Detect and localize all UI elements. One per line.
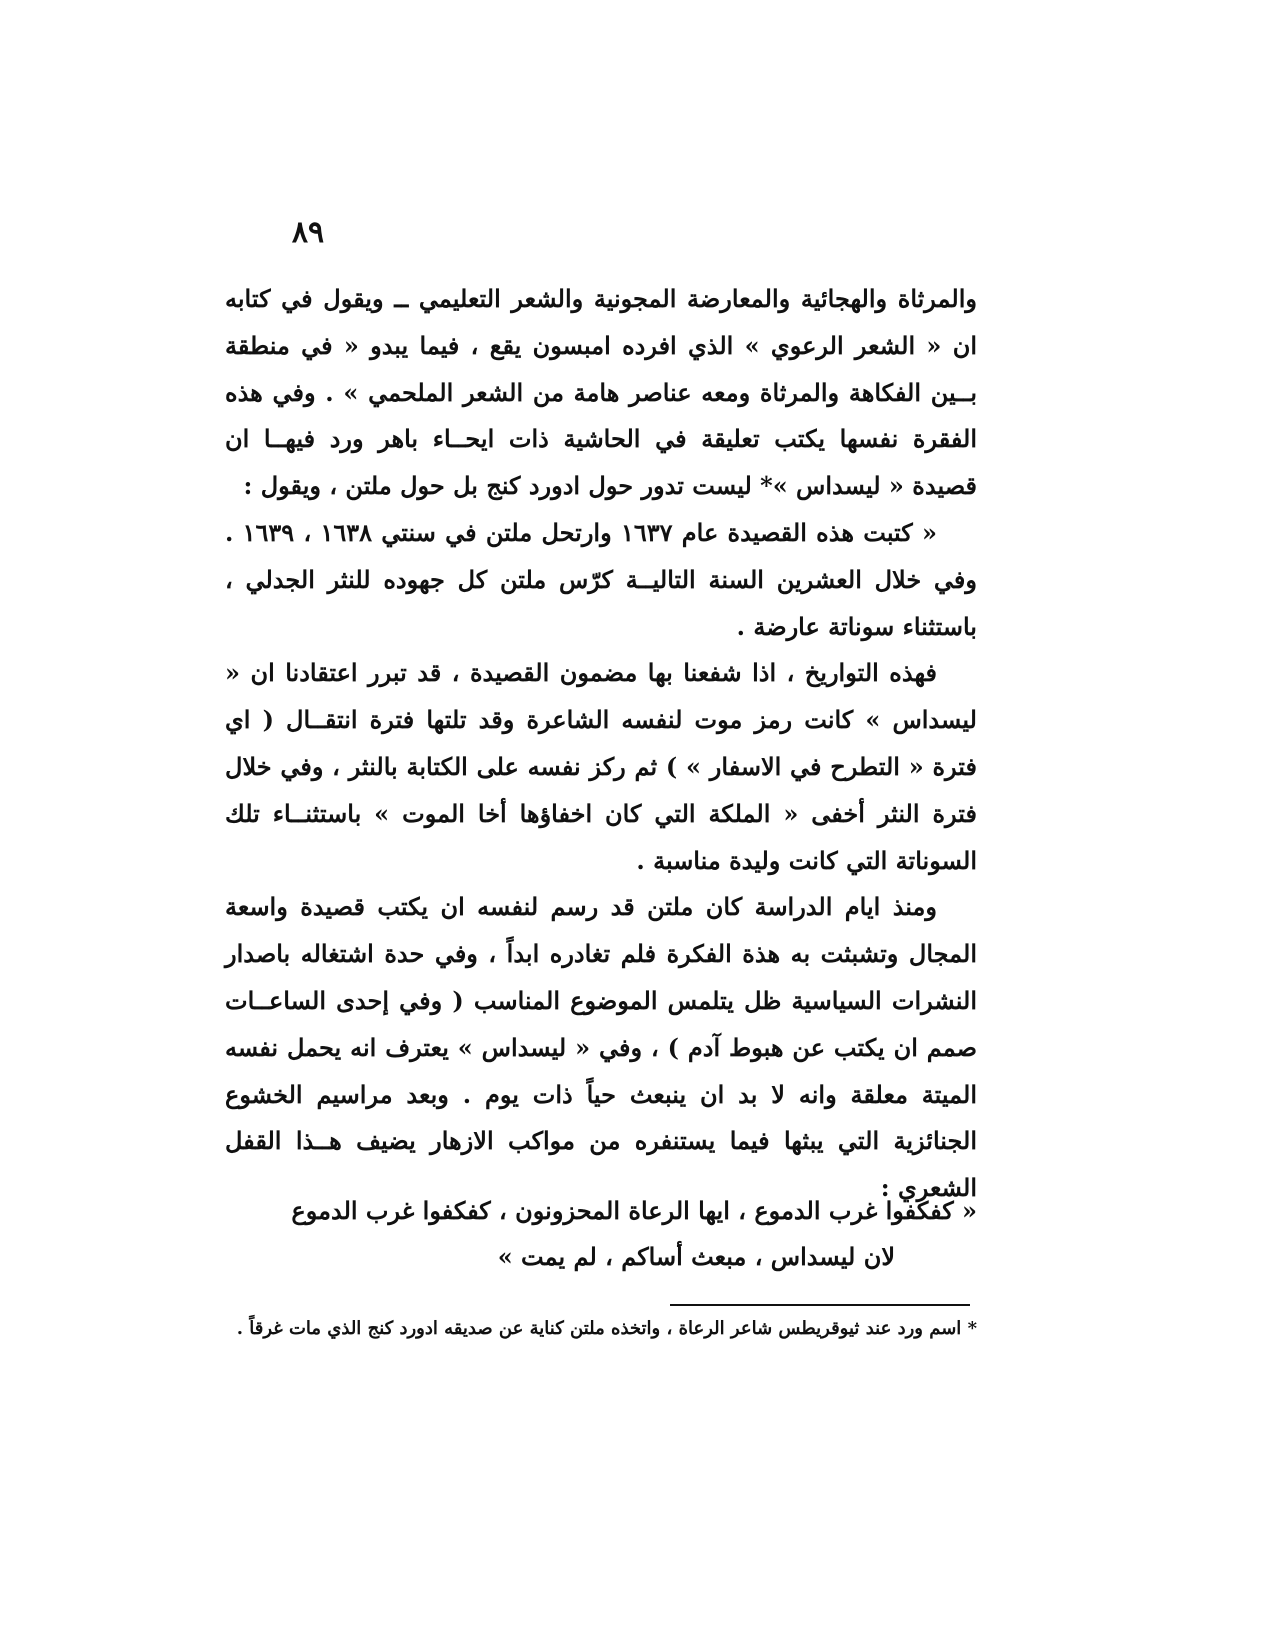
paragraph-4: ومنذ ايام الدراسة كان ملتن قد رسم لنفسه ان يكتب قصيدة واسعة المجال وتشبثت به هذة الفكرة فلم تغادره ابداً ، وفي حدة اشتغاله باصدار النشرات السياسية ظل يتلمس الموضوع المناسب ( وفي إحدى الساعــات صمم ان يكتب عن هبوط آدم ) ، وفي « ليسداس » يعترف انه يحمل نفسه الميتة معلقة وانه لا بد ان ينبعث حياً ذات يوم . وبعد مراسيم الخشوع الجنائزية التي يبثها فيما يستنفره من مواكب الازهار يضيف هــذا القفل الشعري :: [225, 892, 977, 1203]
footnote-divider: [670, 1304, 970, 1306]
paragraph-3: فهذه التواريخ ، اذا شفعنا بها مضمون القصيدة ، قد تبرر اعتقادنا ان « ليسداس » كانت رمز موت لنفسه الشاعرة وقد تلتها فترة انتقــال ( اي فترة « التطرح في الاسفار » ) ثم ركز نفسه على الكتابة بالنثر ، وفي خلال فترة النثر أخفى « الملكة التي كان اخفاؤها أخا الموت » باستثنــاء تلك السوناتة التي كانت وليدة مناسبة .: [225, 658, 977, 875]
verse-line-1: « كفكفوا غرب الدموع ، ايها الرعاة المحزونون ، كفكفوا غرب الدموع: [291, 1196, 977, 1225]
paragraph-2-quote: « كتبت هذه القصيدة عام ١٦٣٧ وارتحل ملتن في سنتي ١٦٣٨ ، ١٦٣٩ . وفي خلال العشرين السنة التاليــة كرّس ملتن كل جهوده للنثر الجدلي ، باستثناء سوناتة عارضة .: [225, 517, 977, 641]
page-number: ٨٩: [291, 215, 325, 250]
footnote: * اسم ورد عند ثيوقريطس شاعر الرعاة ، واتخذه ملتن كناية عن صديقه ادورد كنج الذي مات غرقاً .: [236, 1318, 977, 1339]
body-text: [225, 276, 977, 1212]
verse-line-2: لان ليسداس ، مبعث أساكم ، لم يمت »: [497, 1242, 895, 1271]
verse-block: [225, 1188, 977, 1280]
paragraph-1: والمرثاة والهجائية والمعارضة المجونية والشعر التعليمي ــ ويقول في كتابه ان « الشعر الرعوي » الذي افرده امبسون يقع ، فيما يبدو « في منطقة بــين الفكاهة والمرثاة ومعه عناصر هامة من الشعر الملحمي » . وفي هذه الفقرة نفسها يكتب تعليقة في الحاشية ذات ايحــاء باهر ورد فيهــا ان قصيدة « ليسداس »* ليست تدور حول ادورد كنج بل حول ملتن ، ويقول :: [225, 284, 977, 501]
